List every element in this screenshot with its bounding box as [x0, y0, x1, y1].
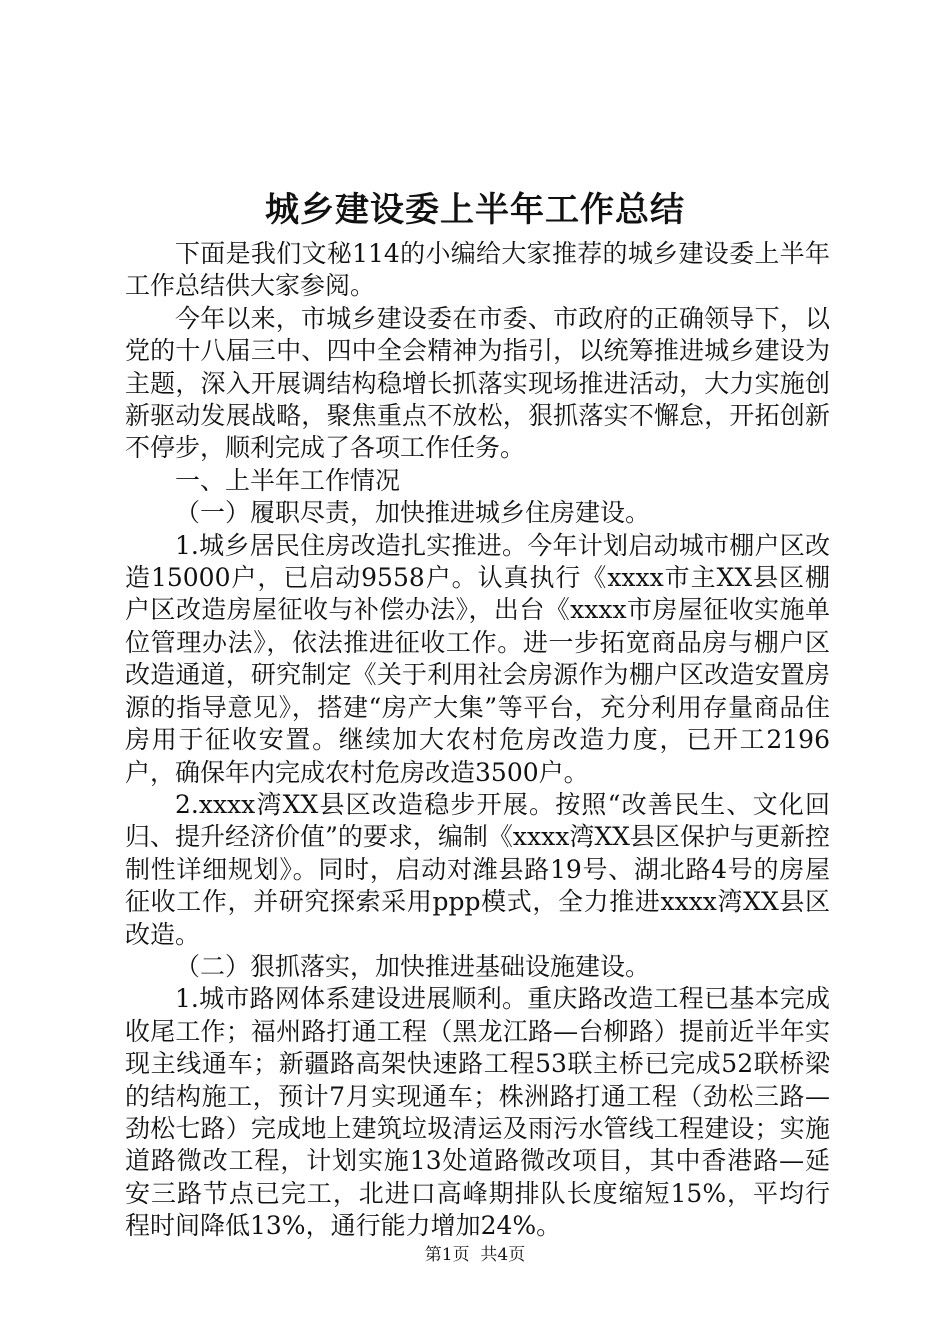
paragraph-overview: 今年以来，市城乡建设委在市委、市政府的正确领导下，以党的十八届三中、四中全会精神为指引，以统筹推进城乡建设为主题，深入开展调结构稳增长抓落实现场推进活动，大力实施创新驱动发展战略，聚焦重点不放松，狠抓落实不懈怠，开拓创新不停步，顺利完成了各项工作任务。: [125, 303, 830, 463]
subsection-heading-2: （二）狠抓落实，加快推进基础设施建设。: [175, 951, 651, 981]
page-footer: [0, 1243, 950, 1267]
page-number-label: 第1页 共4页: [424, 1245, 526, 1265]
paragraph-bay-district: 2.xxxx湾XX县区改造稳步开展。按照“改善民生、文化回归、提升经济价值”的要求，编制《xxxx湾XX县区保护与更新控制性详细规划》。同时，启动对潍县路19号、湖北路4号的房屋征收工作，并研究探索采用ppp模式，全力推进xxxx湾XX县区改造。: [125, 789, 830, 949]
page-title: 城乡建设委上半年工作总结: [265, 190, 685, 230]
document-body: [125, 238, 830, 1243]
section-heading-1: 一、上半年工作情况: [175, 465, 401, 495]
paragraph-housing-renovation: 1.城乡居民住房改造扎实推进。今年计划启动城市棚户区改造15000户，已启动9558户。认真执行《xxxx市主XX县区棚户区改造房屋征收与补偿办法》，出台《xxxx市房屋征收实施单位管理办法》，依法推进征收工作。进一步拓宽商品房与棚户区改造通道，研究制定《关于利用社会房源作为棚户区改造安置房源的指导意见》，搭建“房产大集”等平台，充分利用存量商品住房用于征收安置。继续加大农村危房改造力度，已开工2196户，确保年内完成农村危房改造3500户。: [125, 530, 830, 787]
subsection-heading-1: （一）履职尽责，加快推进城乡住房建设。: [175, 498, 651, 528]
paragraph-intro: 下面是我们文秘114的小编给大家推荐的城乡建设委上半年工作总结供大家参阅。: [125, 239, 830, 301]
paragraph-road-network: 1.城市路网体系建设进展顺利。重庆路改造工程已基本完成收尾工作；福州路打通工程（黑龙江路—台柳路）提前近半年实现主线通车；新疆路高架快速路工程53联主桥已完成52联桥梁的结构施工，预计7月实现通车；株洲路打通工程（劲松三路—劲松七路）完成地上建筑垃圾清运及雨污水管线工程建设；实施道路微改工程，计划实施13处道路微改项目，其中香港路—延安三路节点已完工，北进口高峰期排队长度缩短15%，平均行程时间降低13%，通行能力增加24%。: [125, 984, 830, 1241]
